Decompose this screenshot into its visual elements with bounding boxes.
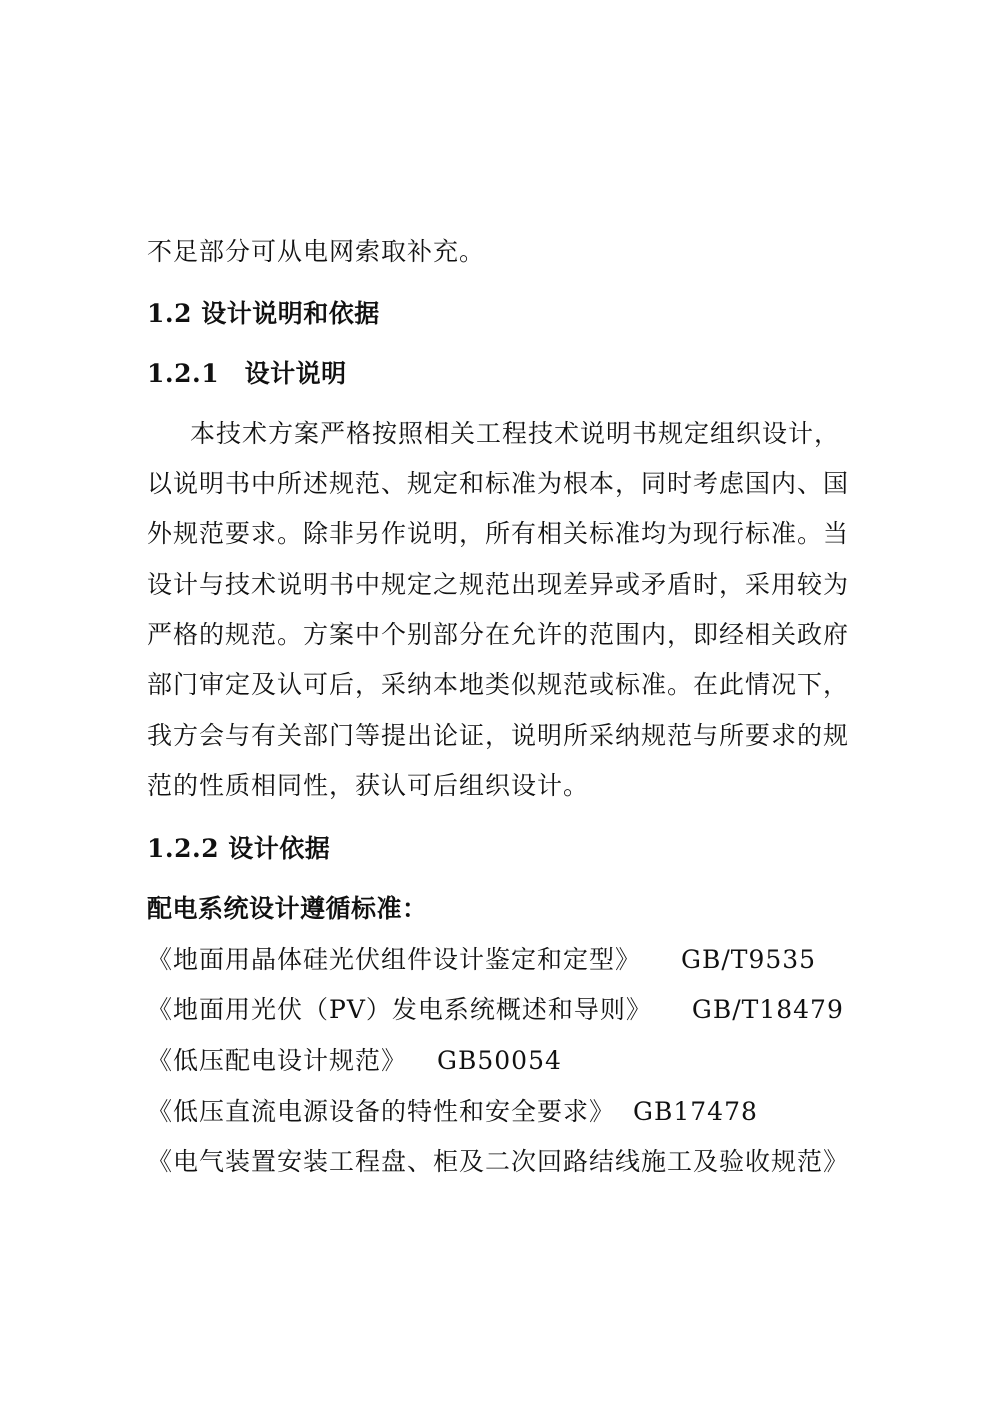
standard-title: 《地面用晶体硅光伏组件设计鉴定和定型》	[147, 945, 642, 974]
standard-code: GB/T18479	[691, 995, 844, 1024]
standard-title: 《地面用光伏（PV）发电系统概述和导则》	[147, 995, 652, 1024]
standard-title: 《电气装置安装工程盘、柜及二次回路结线施工及验收规范》	[147, 1147, 850, 1176]
standard-item	[147, 940, 816, 976]
section-heading-1-2: 1.2 设计说明和依据	[147, 299, 380, 328]
standard-item	[147, 1041, 562, 1077]
standards-heading: 配电系统设计遵循标准：	[147, 894, 428, 923]
paragraph-line: 本技术方案严格按照相关工程技术说明书规定组织设计，	[190, 419, 841, 448]
standard-item	[147, 1092, 758, 1128]
paragraph-line: 部门审定及认可后，采纳本地类似规范或标准。在此情况下，	[147, 670, 850, 699]
paragraph-line: 我方会与有关部门等提出论证，说明所采纳规范与所要求的规	[147, 721, 850, 750]
paragraph-line: 以说明书中所述规范、规定和标准为根本，同时考虑国内、国	[147, 469, 850, 498]
continuation-text: 不足部分可从电网索取补充。	[147, 237, 486, 266]
standard-title: 《低压直流电源设备的特性和安全要求》	[147, 1097, 616, 1126]
paragraph-line: 范的性质相同性，获认可后组织设计。	[147, 771, 590, 800]
standard-title: 《低压配电设计规范》	[147, 1046, 408, 1075]
section-heading-1-2-2: 1.2.2 设计依据	[147, 834, 331, 863]
paragraph-line: 外规范要求。除非另作说明，所有相关标准均为现行标准。当	[147, 519, 850, 548]
standard-item	[147, 990, 844, 1026]
standard-code: GB/T9535	[681, 945, 817, 974]
paragraph-line: 严格的规范。方案中个别部分在允许的范围内，即经相关政府	[147, 620, 850, 649]
standard-item	[147, 1142, 849, 1178]
section-heading-1-2-1: 1.2.1 设计说明	[147, 359, 347, 388]
paragraph-line: 设计与技术说明书中规定之规范出现差异或矛盾时，采用较为	[147, 570, 850, 599]
standard-code: GB50054	[437, 1046, 562, 1075]
standard-code: GB17478	[633, 1097, 758, 1126]
